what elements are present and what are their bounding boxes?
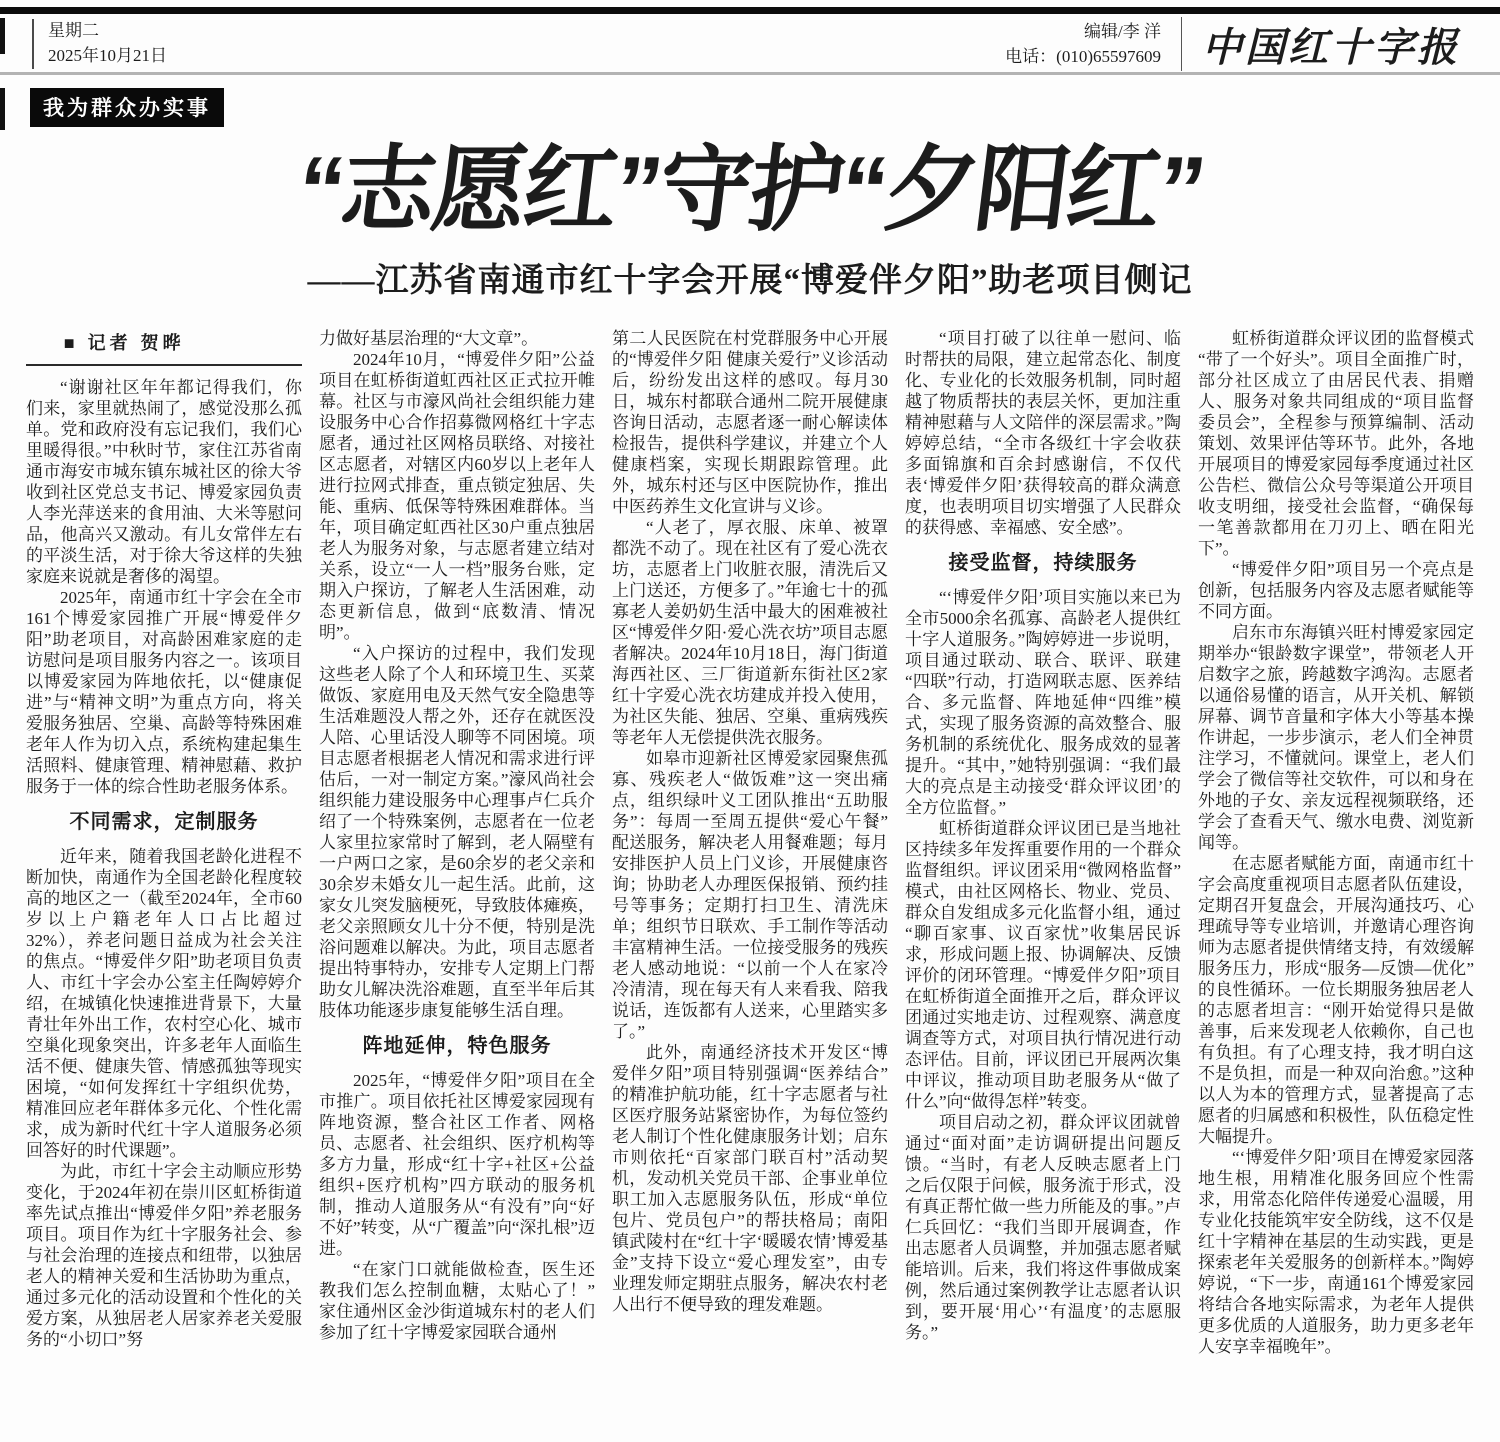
paragraph: 如皋市迎新社区博爱家园聚焦孤寡、残疾老人“做饭难”这一突出痛点，组织绿叶义工团队推出“五助服务”：每周一至周五提供“爱心午餐”配送服务，解决老人用餐难题；每月安排医护人员上门义诊，开展健康咨询；协助老人办理医保报销、预约挂号等事务；定期打扫卫生、清洗床单；组织节日联欢、手工制作等活动丰富精神生活。一位接受服务的残疾老人感动地说：“以前一个人在家冷冷清清，现在每天有人来看我、陪我说话，连饭都有人送来，心里踏实多了。” bbox=[612, 749, 888, 1041]
scan-artifact bbox=[0, 18, 5, 54]
paragraph: “入户探访的过程中，我们发现这些老人除了个人和环境卫生、买菜做饭、家庭用电及天然气安全隐患等生活难题没人帮之外，还存在就医没人陪、心里话没人聊等不同困境。项目志愿者根据老人情况和需求进行评估后，一对一制定方案。”濠风尚社会组织能力建设服务中心理事卢仁兵介绍了一个特殊案例，志愿者在一位老人家里拉家常时了解到，老人隔壁有一户两口之家，是60余岁的老父亲和30余岁未婚女儿一起生活。此前，这家女儿突发脑梗死，导致肢体瘫痪，老父亲照顾女儿十分不便，特别是洗浴问题难以解决。为此，项目志愿者提出特事特办，安排专人定期上门帮助女儿解决洗浴难题，直至半年后其肢体功能逐步康复能够生活自理。 bbox=[319, 644, 595, 1020]
section-heading: 接受监督，持续服务 bbox=[948, 552, 1138, 574]
paragraph: 项目启动之初，群众评议团就曾通过“面对面”走访调研提出问题反馈。“当时，有老人反映志愿者上门之后仅限于问候，服务流于形式，没有真正帮忙做一些力所能及的事。”卢仁兵回忆：“我们当即开展调查，作出志愿者人员调整，并加强志愿者赋能培训。后来，我们将这件事做成案例，然后通过案例教学让志愿者认识到，要开展‘用心’‘有温度’的志愿服务。” bbox=[905, 1113, 1181, 1342]
editor-label: 编辑/李 洋 bbox=[1084, 21, 1161, 41]
article-column bbox=[612, 328, 888, 1442]
article-columns bbox=[26, 328, 1474, 1442]
paragraph: 启东市东海镇兴旺村博爱家园定期举办“银龄数字课堂”，带领老人开启数字之旅，跨越数字鸿沟。志愿者以通俗易懂的语言，从开关机、解锁屏幕、调节音量和字体大小等基本操作讲起，一步步演示，老人们全神贯注学习，不懂就问。课堂上，老人们学会了微信等社交软件，可以和身在外地的子女、亲友远程视频联络，还学会了查看天气、缴水电费、浏览新闻等。 bbox=[1198, 623, 1474, 852]
top-rule bbox=[0, 7, 1500, 14]
article-column bbox=[26, 328, 302, 1442]
headline: “志愿红”守护“夕阳红” bbox=[291, 137, 1209, 242]
subheadline: ——江苏省南通市红十字会开展“博爱伴夕阳”助老项目侧记 bbox=[307, 263, 1193, 299]
paragraph: “‘博爱伴夕阳’项目在博爱家园落地生根，用精准化服务回应个性需求，用常态化陪伴传递爱心温暖，用专业化技能筑牢安全防线，这不仅是红十字精神在基层的生动实践，更是探索老年关爱服务的创新样本。”陶婷婷说，“下一步，南通161个博爱家园将结合各地实际需求，为老年人提供更多优质的人道服务，助力更多老年人安享幸福晚年”。 bbox=[1198, 1148, 1474, 1356]
paragraph: 在志愿者赋能方面，南通市红十字会高度重视项目志愿者队伍建设，定期召开复盘会，开展沟通技巧、心理疏导等专业培训，并邀请心理咨询师为志愿者提供情绪支持，有效缓解服务压力，形成“服务—反馈—优化”的良性循环。一位长期服务独居老人的志愿者坦言：“刚开始觉得只是做善事，后来发现老人依赖你，自己也有负担。有了心理支持，我才明白这不是负担，而是一种双向治愈。”这种以人为本的管理方式，显著提高了志愿者的归属感和积极性，队伍稳定性大幅提升。 bbox=[1198, 854, 1474, 1146]
paragraph: “人老了，厚衣服、床单、被罩都洗不动了。现在社区有了爱心洗衣坊，志愿者上门收脏衣服，清洗后又上门送还，方便多了。”年逾七十的孤寡老人姜奶奶生活中最大的困难被社区“博爱伴夕阳·爱心洗衣坊”项目志愿者解决。2024年10月18日，海门街道海西社区、三厂街道新东街社区2家红十字爱心洗衣坊建成并投入使用，为社区失能、独居、空巢、重病残疾等老年人无偿提供洗衣服务。 bbox=[612, 518, 888, 747]
paragraph: “项目打破了以往单一慰问、临时帮扶的局限，建立起常态化、制度化、专业化的长效服务机制，同时超越了物质帮扶的表层关怀，更加注重精神慰藉与人文陪伴的深层需求。”陶婷婷总结，“全市各级红十字会收获多面锦旗和百余封感谢信，不仅代表‘博爱伴夕阳’获得较高的群众满意度，也表明项目切实增强了人民群众的获得感、幸福感、安全感”。 bbox=[905, 329, 1181, 537]
date-label: 2025年10月21日 bbox=[48, 46, 167, 65]
section-heading: 阵地延伸，特色服务 bbox=[362, 1035, 552, 1057]
tag-row bbox=[30, 88, 1474, 127]
paragraph: 力做好基层治理的“大文章”。 bbox=[319, 329, 539, 348]
article-column bbox=[905, 328, 1181, 1442]
paragraph: 为此，市红十字会主动顺应形势变化，于2024年初在崇川区虹桥街道率先试点推出“博爱伴夕阳”养老服务项目。项目作为红十字服务社会、参与社会治理的连接点和纽带，以独居老人的精神关爱和生活协助为重点，通过多元化的活动设置和个性化的关爱方案，从独居老人居家养老关爱服务的“小切口”努 bbox=[26, 1162, 302, 1349]
paragraph: “‘博爱伴夕阳’项目实施以来已为全市5000余名孤寡、高龄老人提供红十字人道服务。”陶婷婷进一步说明，项目通过联动、联合、联评、联建“四联”行动，打造网联志愿、医养结合、多元监督、阵地延伸“四维”模式，实现了服务资源的高效整合、服务机制的系统优化、服务成效的显著提升。“其中，”她特别强调：“我们最大的亮点是主动接受‘群众评议团’的全方位监督。” bbox=[905, 588, 1181, 817]
paragraph: 2025年，“博爱伴夕阳”项目在全市推广。项目依托社区博爱家园现有阵地资源，整合社区工作者、网格员、志愿者、社会组织、医疗机构等多方力量，形成“红十字+社区+公益组织+医疗机构”四方联动的服务机制，推动人道服务从“有没有”向“好不好”转变，从“广覆盖”向“深扎根”迈进。 bbox=[319, 1071, 595, 1258]
paragraph: 2024年10月，“博爱伴夕阳”公益项目在虹桥街道虹西社区正式拉开帷幕。社区与市濠风尚社会组织能力建设服务中心合作招募微网格红十字志愿者，通过社区网格员联络、对接社区志愿者，对辖区内60岁以上老年人进行拉网式排查，重点锁定独居、失能、重病、低保等特殊困难群体。当年，项目确定虹西社区30户重点独居老人为服务对象，与志愿者建立结对关系，设立“一人一档”服务台账，定期入户探访，了解老人生活困难，动态更新信息，做到“底数清、情况明”。 bbox=[319, 350, 595, 642]
section-tag: 我为群众办实事 bbox=[30, 88, 224, 127]
scan-artifact bbox=[0, 88, 5, 130]
paragraph: “博爱伴夕阳”项目另一个亮点是创新，包括服务内容及志愿者赋能等不同方面。 bbox=[1198, 560, 1474, 621]
date-block bbox=[32, 19, 167, 68]
byline: ■ 记者 贺晔 bbox=[26, 328, 302, 366]
paragraph: 虹桥街道群众评议团的监督模式“带了一个好头”。项目全面推广时，部分社区成立了由居民代表、捐赠人、服务对象共同组成的“项目监督委员会”，全程参与预算编制、活动策划、效果评估等环节。此外，各地开展项目的博爱家园每季度通过社区公告栏、微信公众号等渠道公开项目收支明细，接受社会监督，“确保每一笔善款都用在刀刃上、晒在阳光下”。 bbox=[1198, 329, 1474, 558]
paragraph: 虹桥街道群众评议团已是当地社区持续多年发挥重要作用的一个群众监督组织。评议团采用“微网格监督”模式，由社区网格长、物业、党员、群众自发组成多元化监督小组，通过“聊百家事、议百家忧”收集居民诉求，形成问题上报、协调解决、反馈评价的闭环管理。“博爱伴夕阳”项目在虹桥街道全面推开之后，群众评议团通过实地走访、过程观察、满意度调查等方式，对项目执行情况进行动态评估。目前，评议团已开展两次集中评议，推动项目助老服务从“做了什么”向“做得怎样”转变。 bbox=[905, 819, 1181, 1111]
phone-label: 电话：(010)65597609 bbox=[1005, 47, 1161, 66]
paragraph: 近年来，随着我国老龄化进程不断加快，南通作为全国老龄化程度较高的地区之一（截至2024年，全市60岁以上户籍老年人口占比超过32%），养老问题日益成为社会关注的焦点。“博爱伴夕阳”助老项目负责人、市红十字会办公室主任陶婷婷介绍，在城镇化快速推进背景下，大量青壮年外出工作，农村空心化、城市空巢化现象突出，许多老年人面临生活不便、健康失管、情感孤独等现实困境，“如何发挥红十字组织优势，精准回应老年群体多元化、个性化需求，成为新时代红十字人道服务必须回答好的时代课题”。 bbox=[26, 847, 302, 1160]
paragraph: 此外，南通经济技术开发区“博爱伴夕阳”项目特别强调“医养结合”的精准护航功能，红十字志愿者与社区医疗服务站紧密协作，为每位签约老人制订个性化健康服务计划；启东市则依托“百家部门联百村”活动契机，发动机关党员干部、企事业单位职工加入志愿服务队伍，形成“单位包片、党员包户”的帮扶格局；南阳镇武陵村在“红十字‘暖暖农情’博爱基金”支持下设立“爱心理发室”，由专业理发师定期驻点服务，解决农村老人出行不便导致的理发难题。 bbox=[612, 1043, 888, 1314]
header-divider bbox=[1181, 17, 1182, 71]
weekday-label: 星期二 bbox=[48, 21, 99, 41]
masthead-block bbox=[1005, 16, 1468, 73]
article-column bbox=[319, 328, 595, 1442]
section-heading: 不同需求，定制服务 bbox=[69, 811, 259, 833]
paragraph: 第二人民医院在村党群服务中心开展的“博爱伴夕阳 健康关爱行”义诊活动后，纷纷发出这样的感叹。每月30日，城东村都联合通州二院开展健康咨询日活动，志愿者逐一耐心解读体检报告，提供科学建议，并建立个人健康档案，实现长期跟踪管理。此外，城东村还与区中医院协作，推出中医药养生文化宣讲与义诊。 bbox=[612, 329, 888, 516]
newspaper-masthead: 中国红十字报 bbox=[1202, 24, 1460, 70]
paragraph: “谢谢社区年年都记得我们，你们来，家里就热闹了，感觉没那么孤单。党和政府没有忘记我们，我们心里暖得很。”中秋时节，家住江苏省南通市海安市城东镇东城社区的徐大爷收到社区党总支书记、博爱家园负责人李光萍送来的食用油、大米等慰问品，他高兴又激动。有儿女常伴左右的平淡生活，对于徐大爷这样的失独家庭来说就是奢侈的渴望。 bbox=[26, 378, 302, 586]
article-column bbox=[1198, 328, 1474, 1442]
editor-info bbox=[1005, 19, 1161, 70]
paragraph: “在家门口就能做检查，医生还教我们怎么控制血糖，太贴心了！”家住通州区金沙街道城东村的老人们参加了红十字博爱家园联合通州 bbox=[319, 1260, 595, 1342]
paragraph: 2025年，南通市红十字会在全市161个博爱家园推广开展“博爱伴夕阳”助老项目，对高龄困难家庭的走访慰问是项目服务内容之一。该项目以博爱家园为阵地依托，以“健康促进”与“精神文明”为重点方向，将关爱服务独居、空巢、高龄等特殊困难老年人作为切入点，系统构建起集生活照料、健康管理、精神慰藉、救护服务于一体的综合性助老服务体系。 bbox=[26, 588, 302, 796]
